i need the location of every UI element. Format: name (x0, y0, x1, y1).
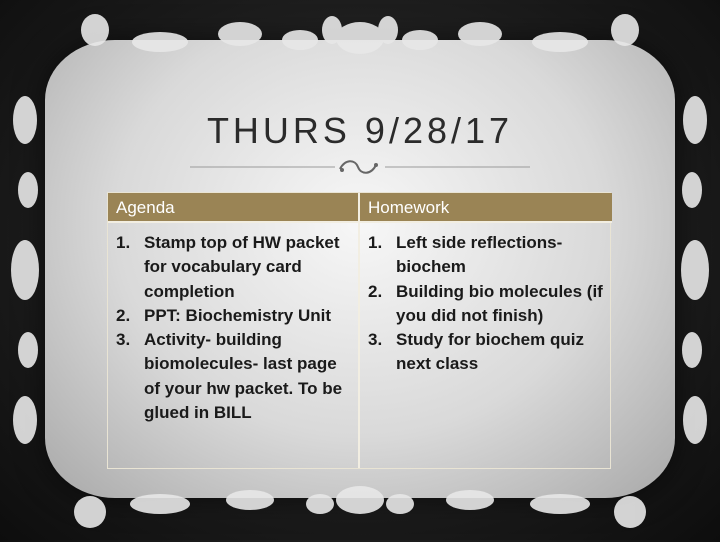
list-number: 3. (368, 330, 383, 350)
list-item (368, 280, 604, 329)
list-item-text: Activity- building biomolecules- last page of your hw packet. To be glued in BILL (144, 330, 343, 423)
agenda-list (116, 231, 350, 425)
list-item (116, 304, 350, 328)
list-item (116, 328, 350, 425)
left-ornament-icon (0, 0, 50, 540)
list-item (368, 231, 604, 280)
homework-list (368, 231, 604, 377)
list-item (368, 328, 604, 377)
list-item-text: Building bio molecules (if you did not finish) (396, 281, 603, 325)
list-item-text: Stamp top of HW packet for vocabulary card completion (144, 233, 340, 301)
list-number: 2. (368, 281, 383, 301)
homework-column (360, 193, 612, 468)
list-number: 1. (368, 233, 383, 252)
homework-header: Homework (360, 193, 612, 223)
slide-title: THURS 9/28/17 (206, 110, 514, 151)
list-item-text: Study for biochem quiz next class (396, 330, 584, 374)
right-ornament-icon (670, 0, 720, 540)
list-number: 3. (116, 330, 131, 350)
list-item (116, 231, 350, 304)
list-number: 2. (116, 305, 131, 325)
agenda-column (108, 193, 360, 468)
agenda-table (107, 192, 611, 469)
agenda-header: Agenda (108, 193, 358, 223)
list-item-text: PPT: Biochemistry Unit (144, 305, 332, 325)
homework-cell (360, 223, 612, 377)
agenda-cell (108, 223, 358, 425)
list-item-text: Left side reflections- biochem (396, 233, 563, 277)
title-divider-flourish-icon (190, 157, 530, 177)
list-number: 1. (116, 233, 131, 252)
